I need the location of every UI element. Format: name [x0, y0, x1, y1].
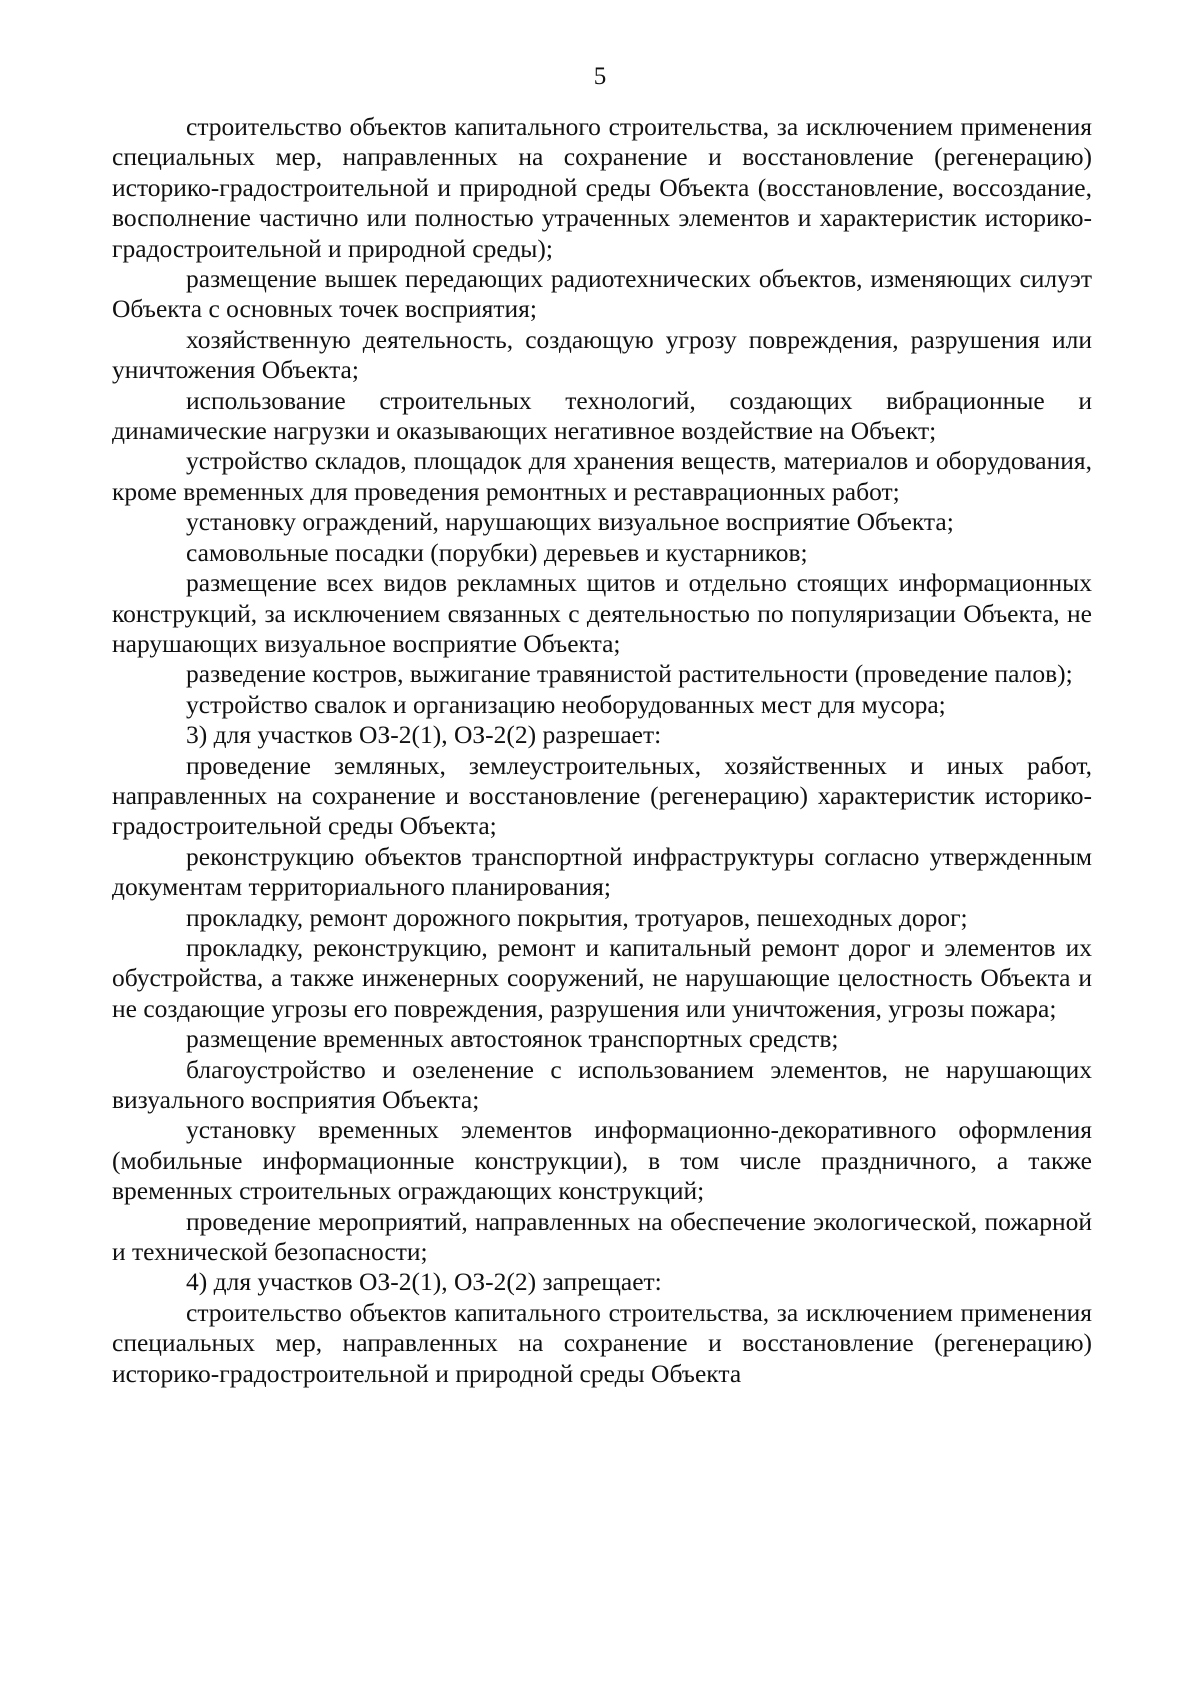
paragraph: установку ограждений, нарушающих визуальное восприятие Объекта; — [186, 507, 954, 537]
paragraph: устройство свалок и организацию необорудованных мест для мусора; — [186, 689, 946, 719]
page-number: 5 — [593, 63, 607, 90]
paragraph: размещение всех видов рекламных щитов и отдельно стоящих информационных конструкций, за исключением связанных с деятельностью по популяризации Объекта, не нарушающих визуальное восприятие Объекта; — [112, 568, 1092, 658]
document-body — [112, 112, 1092, 1389]
paragraph: размещение временных автостоянок транспортных средств; — [186, 1024, 839, 1054]
paragraph: разведение костров, выжигание травянистой растительности (проведение палов); — [186, 659, 1073, 689]
paragraph: самовольные посадки (порубки) деревьев и кустарников; — [186, 537, 808, 567]
paragraph: размещение вышек передающих радиотехнических объектов, изменяющих силуэт Объекта с основных точек восприятия; — [112, 264, 1092, 324]
paragraph: проведение мероприятий, направленных на обеспечение экологической, пожарной и технической безопасности; — [112, 1206, 1092, 1267]
paragraph: реконструкцию объектов транспортной инфраструктуры согласно утвержденным документам территориального планирования; — [112, 841, 1092, 902]
paragraph: использование строительных технологий, создающих вибрационные и динамические нагрузки и оказывающих негативное воздействие на Объект; — [112, 385, 1092, 446]
paragraph: прокладку, ремонт дорожного покрытия, тротуаров, пешеходных дорог; — [186, 902, 968, 932]
section-heading: 3) для участков ОЗ-2(1), ОЗ-2(2) разрешает: — [186, 720, 662, 750]
paragraph: прокладку, реконструкцию, ремонт и капитальный ремонт дорог и элементов их обустройства, а также инженерных сооружений, не нарушающие целостность Объекта и не создающие угрозы его повреждения, разрушения или уничтожения, угрозы пожара; — [112, 932, 1092, 1023]
paragraph: благоустройство и озеленение с использованием элементов, не нарушающих визуального восприятия Объекта; — [112, 1054, 1092, 1114]
paragraph: строительство объектов капитального строительства, за исключением применения специальных мер, направленных на сохранение и восстановление (регенерацию) историко-градостроительной и природной среды Объекта — [112, 1297, 1092, 1388]
section-heading: 4) для участков ОЗ-2(1), ОЗ-2(2) запрещает: — [186, 1267, 662, 1297]
paragraph: строительство объектов капитального строительства, за исключением применения специальных мер, направленных на сохранение и восстановление (регенерацию) историко-градостроительной и природной среды Объекта (восстановление, воссоздание, восполнение частично или полностью утраченных элементов и характеристик историко-градостроительной и природной среды); — [112, 112, 1092, 263]
paragraph: устройство складов, площадок для хранения веществ, материалов и оборудования, кроме временных для проведения ремонтных и реставрационных работ; — [112, 446, 1092, 506]
paragraph: проведение земляных, землеустроительных, хозяйственных и иных работ, направленных на сохранение и восстановление (регенерацию) характеристик историко-градостроительной среды Объекта; — [112, 750, 1092, 841]
paragraph: хозяйственную деятельность, создающую угрозу повреждения, разрушения или уничтожения Объекта; — [112, 324, 1092, 385]
paragraph: установку временных элементов информационно-декоративного оформления (мобильные информационные конструкции), в том числе праздничного, а также временных строительных ограждающих конструкций; — [112, 1115, 1092, 1206]
